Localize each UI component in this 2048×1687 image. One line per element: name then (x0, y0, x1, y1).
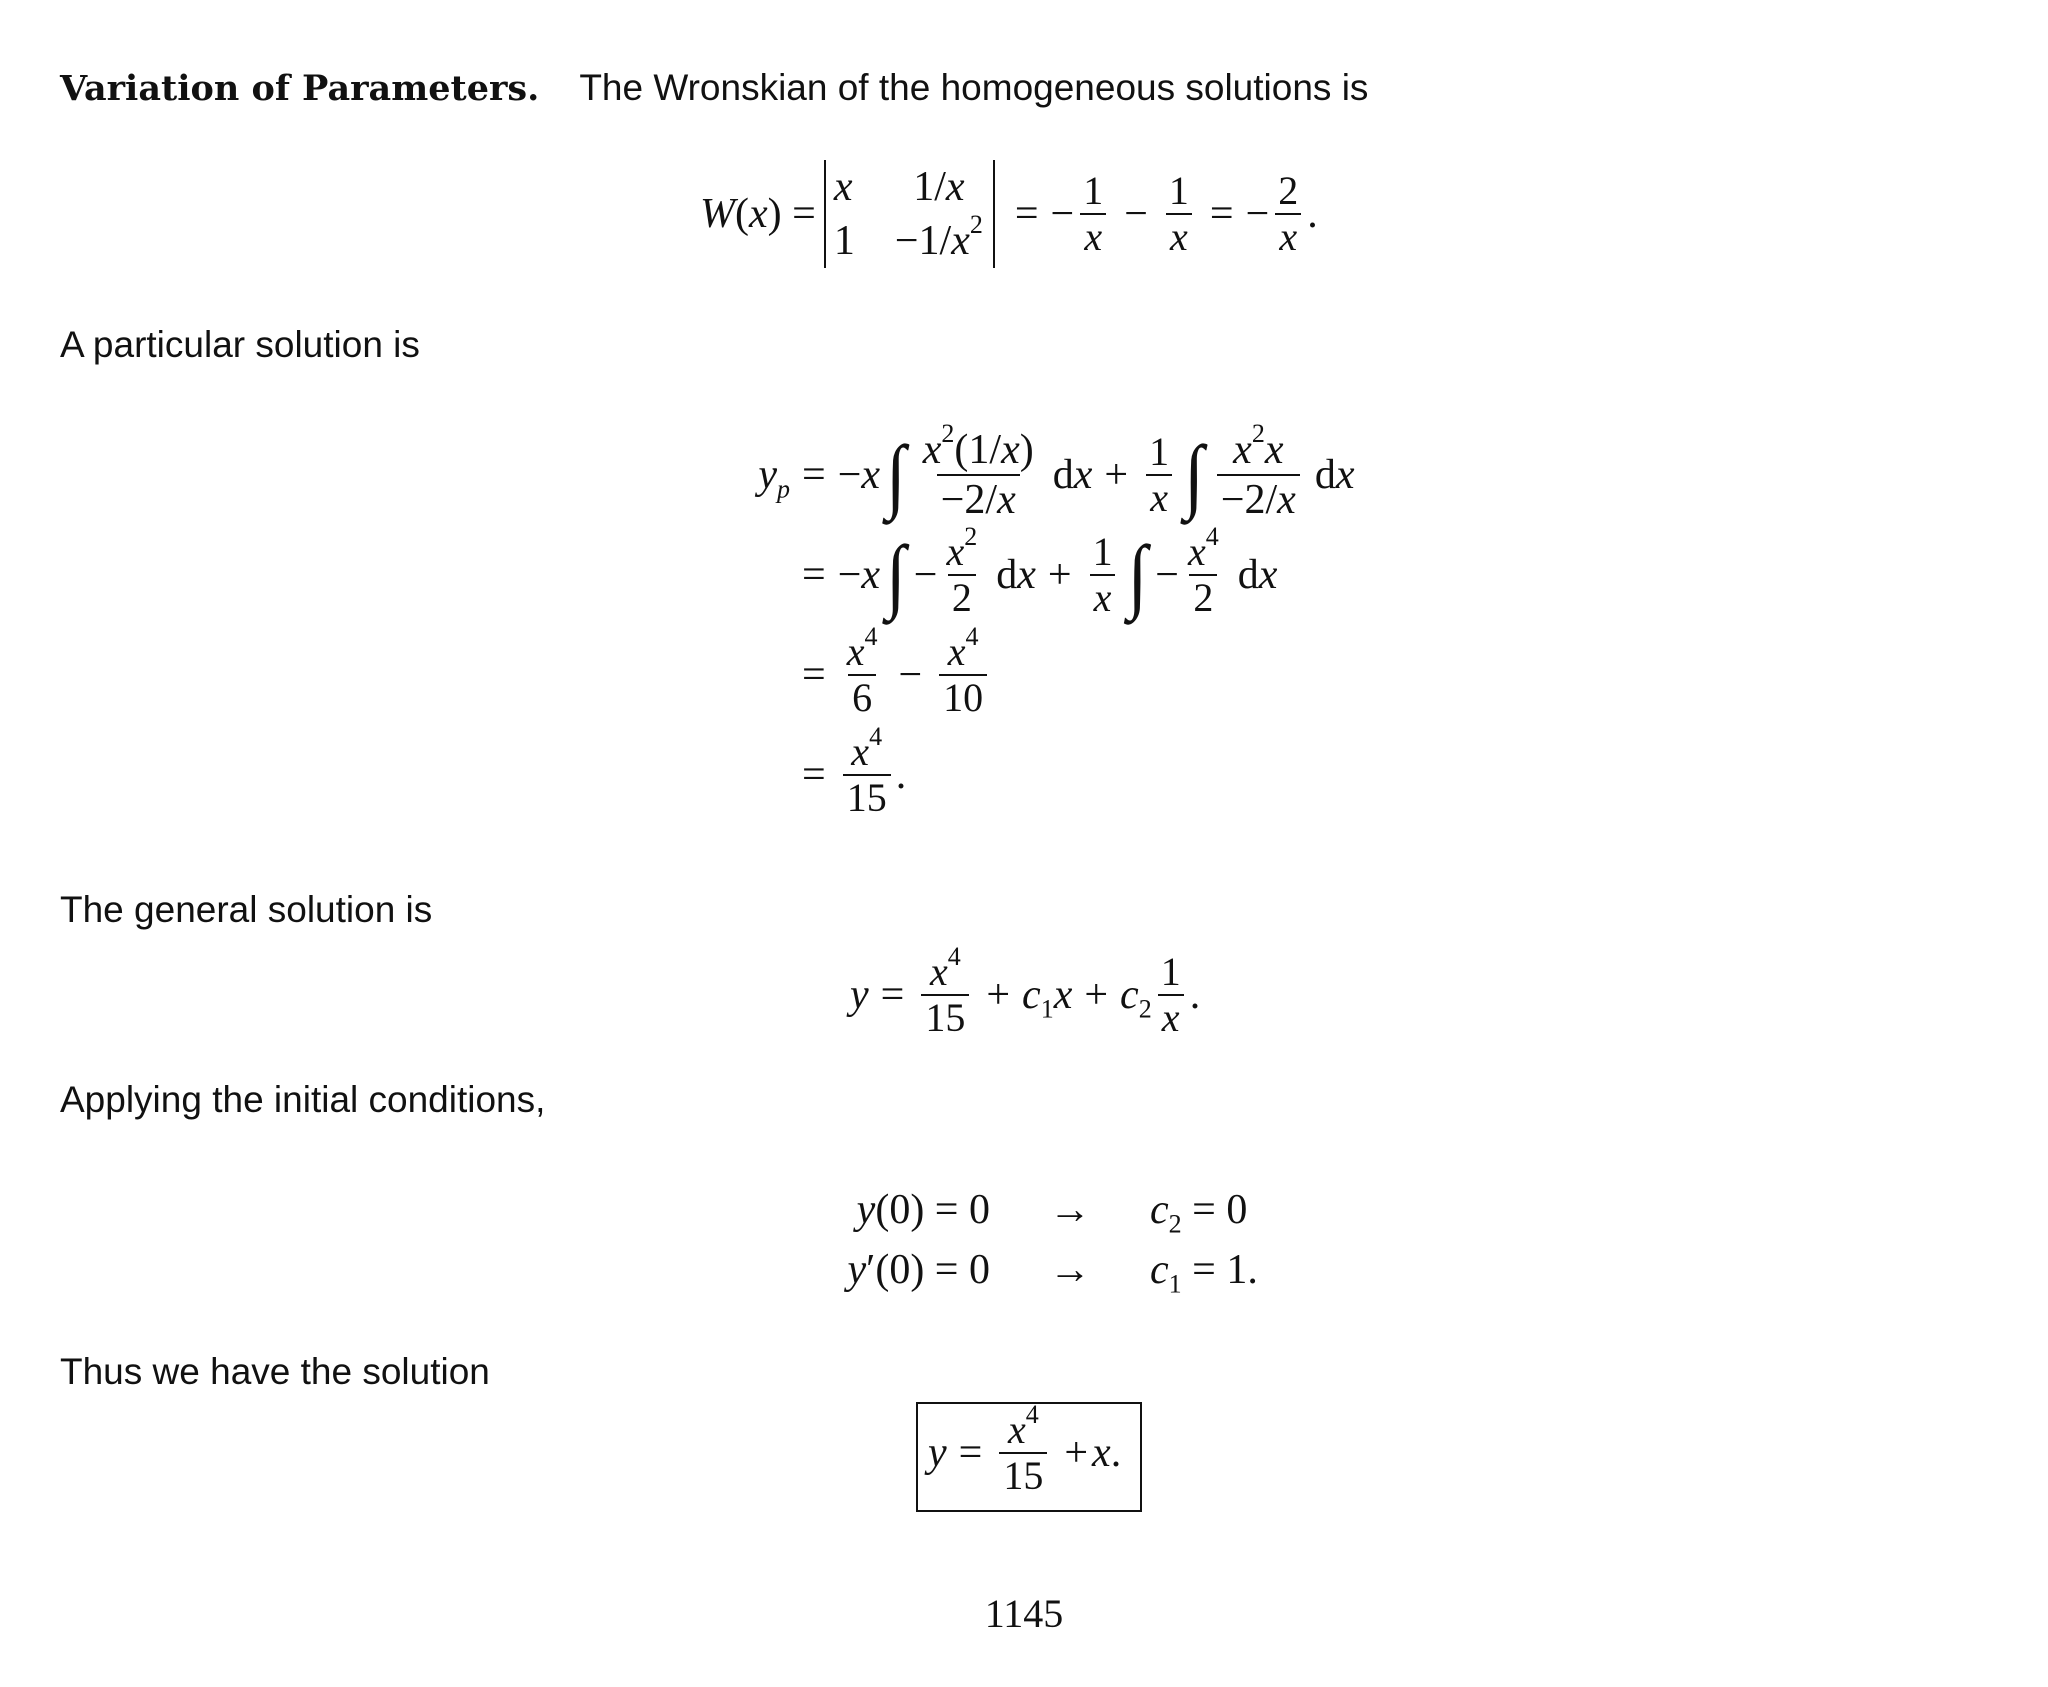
particular-line-1: $y_p$ = −x ∫ $\frac{x^2(1/x)}{-2/x}$ dx + $\frac{1}{x}$ ∫ $\frac{x^2x}{-2/x}$ dx (758, 419, 1355, 523)
thus-text: Thus we have the solution (60, 1351, 490, 1392)
particular-derivation (690, 419, 1355, 825)
initial-text: Applying the initial conditions, (60, 1079, 546, 1120)
final-solution: y = $\frac{x^4}{15}$ + x. (928, 1399, 1122, 1498)
intro-text: The Wronskian of the homogeneous solutions is (579, 67, 1369, 108)
wronskian-determinant: x 1/x 1 $-1/x^2$ (824, 160, 995, 268)
particular-line-4: = $\frac{x^4}{15}$ . (802, 721, 907, 820)
general-solution: y = $\frac{x^4}{15}$ + $c_1x$ + $c_2$ $\frac{1}{x}$ . (850, 941, 1201, 1040)
wronskian-lhs: W(x) = (700, 191, 816, 237)
general-text: The general solution is (60, 889, 433, 930)
condition-row: y′(0) = 0 → $c_1 = 1$. (847, 1247, 1258, 1299)
particular-line-3: = $\frac{x^4}{6}$ − $\frac{x^4}{10}$ (690, 625, 1354, 725)
page-number: 1145 (984, 1591, 1064, 1636)
condition-row: y(0) = 0 → $c_2 = 0$ (856, 1187, 1248, 1239)
section-heading: Variation of Parameters. (60, 68, 540, 109)
wronskian-equation: W(x) = x 1/x 1 $-1/x^2$ = − $\frac{1}{x}$ − $\frac{1}{x}$ = − $\frac{2}{x}$ . (700, 160, 1318, 268)
final-solution-box (916, 1399, 1142, 1512)
intro-paragraph (60, 66, 1368, 111)
particular-line-2: = −x ∫ − $\frac{x^2}{2}$ dx + $\frac{1}{x}$ ∫ − $\frac{x^4}{2}$ dx (802, 521, 1278, 621)
initial-conditions (830, 1180, 1258, 1300)
particular-text: A particular solution is (60, 324, 420, 365)
